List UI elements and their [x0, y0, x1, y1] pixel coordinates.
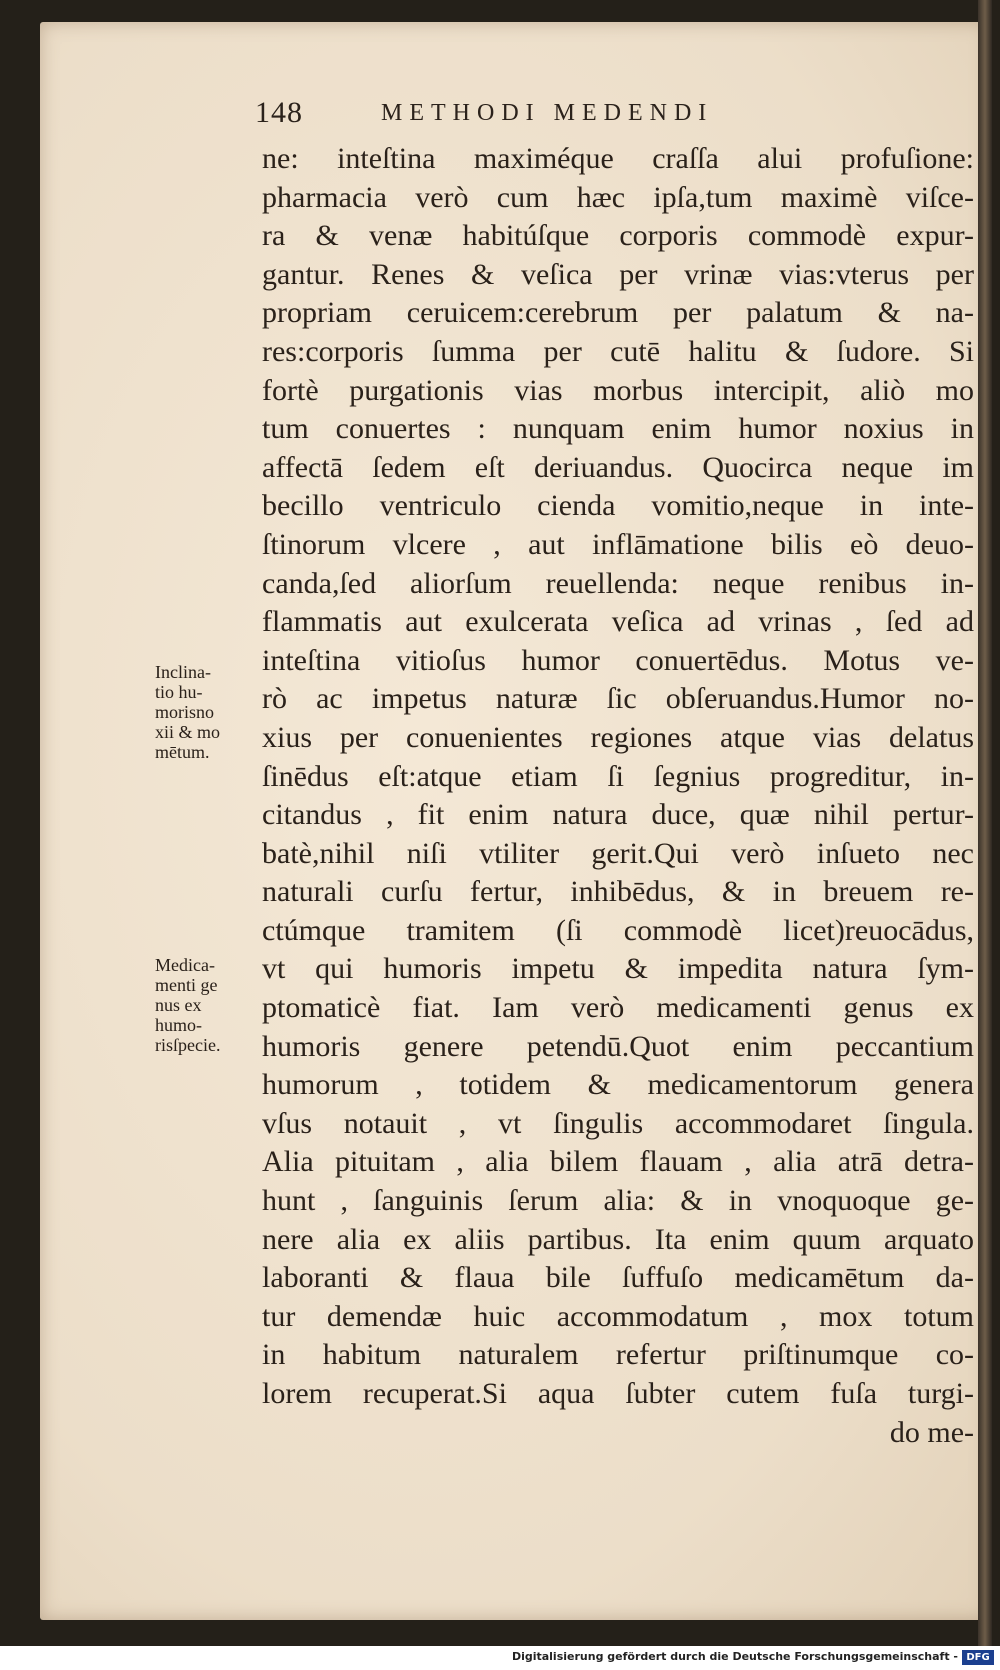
text-line: in habitum naturalem refertur priſtinumque co-: [262, 1338, 974, 1372]
text-line: Alia pituitam , alia bilem flauam , alia atrā detra-: [262, 1145, 974, 1179]
text-line: tum conuertes : nunquam enim humor noxius in: [262, 412, 974, 446]
text-line: ne: inteſtina maximéque craſſa alui profuſione:: [262, 142, 974, 175]
footer-credit: Digitalisierung gefördert durch die Deutsche Forschungsgemeinschaft -: [511, 1650, 958, 1663]
text-line: becillo ventriculo cienda vomitio,neque in inte-: [262, 489, 974, 523]
text-line: ptomaticè fiat. Iam verò medicamenti genus ex: [262, 991, 974, 1025]
text-line: naturali curſu fertur, inhibēdus, & in breuem re-: [262, 875, 974, 909]
margin-note-medicamenti: [155, 955, 265, 1055]
text-line: ctúmque tramitem (ſi commodè licet)reuocādus,: [262, 913, 974, 947]
text-line: citandus , fit enim natura duce, quæ nihil pertur-: [262, 798, 974, 832]
body-text: [262, 140, 982, 1452]
text-line: laboranti & flaua bile ſuffuſo medicamētum da-: [262, 1261, 974, 1295]
text-line: vſus notauit , vt ſingulis accommodaret ſingula.: [262, 1106, 974, 1140]
text-line: propriam ceruicem:cerebrum per palatum & na-: [262, 296, 974, 330]
margin-note-line: mētum.: [155, 742, 210, 762]
footer-bar: [0, 1646, 1000, 1670]
text-line: inteſtina vitioſus humor conuertēdus. Motus ve-: [262, 643, 974, 677]
text-line: hunt , ſanguinis ſerum alia: & in vnoquoque ge-: [262, 1184, 974, 1218]
margin-note-line: menti ge: [155, 975, 218, 995]
text-line: do me-: [889, 1415, 974, 1449]
text-line: canda,ſed aliorſum reuellenda: neque renibus in-: [262, 566, 974, 600]
text-line: lorem recuperat.Si aqua ſubter cutem fuſa turgi-: [262, 1377, 974, 1410]
text-line: fortè purgationis vias morbus intercipit, aliò mo: [262, 373, 974, 407]
margin-note-line: nus ex: [155, 995, 202, 1015]
text-line: affectā ſedem eſt deriuandus. Quocirca neque im: [262, 450, 974, 484]
margin-note-line: morisno: [155, 702, 215, 722]
margin-note-line: Inclina-: [155, 662, 211, 682]
margin-note-inclinatio: [155, 662, 265, 762]
text-line: flammatis aut exulcerata veſica ad vrinas , ſed ad: [262, 605, 974, 639]
dfg-logo: DFG: [962, 1650, 994, 1665]
margin-note-line: xii & mo: [155, 722, 221, 742]
margin-note-line: humo-: [155, 1015, 202, 1035]
running-head: METHODI MEDENDI: [381, 100, 714, 126]
text-line: ſinēdus eſt:atque etiam ſi ſegnius progreditur, in-: [262, 759, 974, 793]
text-line: tur demendæ huic accommodatum , mox totum: [262, 1299, 974, 1333]
page-number: 148: [255, 96, 303, 129]
text-line: nere alia ex aliis partibus. Ita enim quum arquato: [262, 1222, 974, 1256]
margin-note-line: tio hu-: [155, 682, 203, 702]
text-line: batè,nihil niſi vtiliter gerit.Qui verò inſueto nec: [262, 836, 974, 870]
text-line: vt qui humoris impetu & impedita natura ſym-: [262, 952, 974, 986]
text-line: humorum , totidem & medicamentorum genera: [262, 1068, 974, 1102]
text-line: ra & venæ habitúſque corporis commodè expur-: [262, 219, 974, 253]
margin-note-line: Medica-: [155, 955, 215, 975]
text-line: rò ac impetus naturæ ſic obſeruandus.Humor no-: [262, 682, 974, 716]
text-line: pharmacia verò cum hæc ipſa,tum maximè viſce-: [262, 180, 974, 214]
margin-note-line: risſpecie.: [155, 1035, 221, 1055]
page-header: [255, 96, 855, 132]
text-line: humoris genere petendū.Quot enim peccantium: [262, 1029, 974, 1063]
text-line: res:corporis ſumma per cutē halitu & ſudore. Si: [262, 334, 974, 368]
text-line: ſtinorum vlcere , aut inflāmatione bilis eò deuo-: [262, 527, 974, 561]
text-line: xius per conuenientes regiones atque vias delatus: [262, 720, 974, 754]
text-line: gantur. Renes & veſica per vrinæ vias:vterus per: [262, 257, 974, 291]
